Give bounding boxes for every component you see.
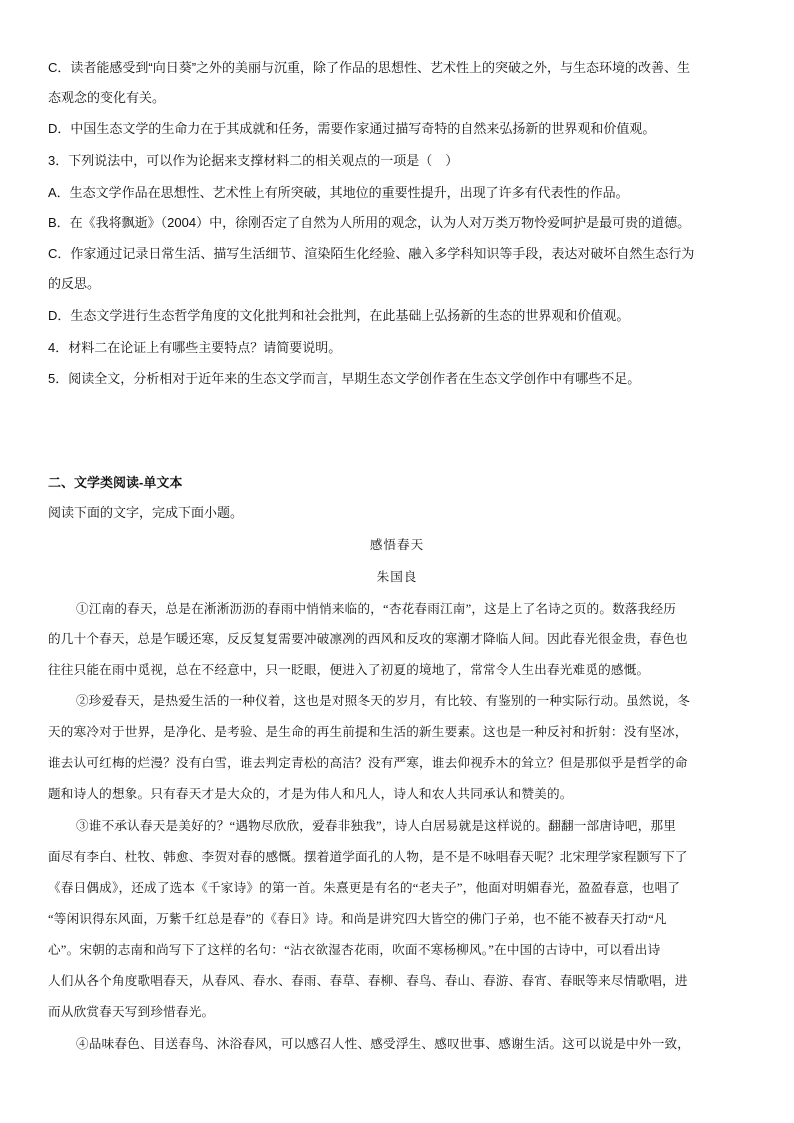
section-heading: 二、文学类阅读-单文本 [48, 475, 183, 490]
article-line: ③谁不承认春天是美好的？“遇物尽欣欣，爱春非独我”，诗人白居易就是这样说的。翻翻一部唐诗吧，那里 [76, 819, 677, 833]
article-line: ②珍爱春天，是热爱生活的一种仪着，这也是对照冬天的岁月，有比较、有鉴别的一种实际行动。虽然说，冬 [76, 694, 691, 708]
question-option-line: D．中国生态文学的生命力在于其成就和任务，需要作家通过描写奇特的自然来弘扬新的世界观和价值观。 [48, 121, 656, 136]
question-stem-line: 3．下列说法中，可以作为论据来支撑材料二的相关观点的一项是（ ） [48, 153, 459, 168]
article-line: ①江南的春天，总是在淅淅沥沥的春雨中悄悄来临的，“杏花春雨江南”，这是上了名诗之页的。数落我经历 [76, 602, 677, 616]
article-line: “等闲识得东风面，万紫千红总是春”的《春日》诗。和尚是讲究四大皆空的佛门子弟，也不能不被春天打动“凡 [48, 912, 667, 926]
question-stem-line: 5．阅读全文，分析相对于近年来的生态文学而言，早期生态文学创作者在生态文学创作中有哪些不足。 [48, 371, 641, 386]
article-line: 题和诗人的想象。只有春天才是大众的，才是为伟人和凡人，诗人和农人共同承认和赞美的。 [48, 787, 573, 801]
question-option-line: D．生态文学进行生态哲学角度的文化批判和社会批判，在此基础上弘扬新的生态的世界观和价值观。 [48, 308, 630, 323]
section-instruction: 阅读下面的文字，完成下面小题。 [48, 505, 244, 520]
article-line: 心”。宋朝的志南和尚写下了这样的名句：“沾衣欲湿杏花雨，吹面不寒杨柳风。”在中国的古诗中，可以看出诗 [48, 943, 661, 957]
question-option-line: B．在《我将飘逝》（2004）中，徐刚否定了自然为人所用的观念，认为人对万类万物怜爱呵护是最可贵的道德。 [48, 215, 691, 230]
article-line: 《春日偶成》，还成了选本《千家诗》的第一首。朱熹更是有名的“老夫子”，他面对明媚春光，盈盈春意，也唱了 [48, 881, 681, 895]
article-line: 天的寒冷对于世界，是净化、是考验、是生命的再生前提和生活的新生要素。这也是一种反衬和折射：没有坚冰， [48, 725, 688, 739]
article-line: ④品味春色、目送春鸟、沐浴春风，可以感召人性、感受浮生、感叹世事、感谢生活。这可以说是中外一致， [76, 1037, 691, 1051]
article-line: 谁去认可红梅的烂漫？没有白雪，谁去判定青松的高洁？没有严寒，谁去仰视乔木的耸立？但是那似乎是哲学的命 [48, 756, 688, 770]
article-title: 感悟春天 [369, 538, 425, 552]
article-line: 往往只能在雨中觅视，总在不经意中，只一眨眼，便进入了初夏的境地了，常常令人生出春光难觅的感慨。 [48, 663, 650, 677]
article-line: 的几十个春天，总是乍暖还寒，反反复复需要冲破凛冽的西风和反攻的寒潮才降临人间。因此春光很金贵，春色也 [48, 632, 688, 646]
question-option-line: C．作家通过记录日常生活、描写生活细节、渲染陌生化经验、融入多学科知识等手段，表达对破坏自然生态行为 [48, 246, 695, 261]
article-author: 朱国良 [376, 570, 418, 584]
question-option-line: A．生态文学作品在思想性、艺术性上有所突破，其地位的重要性提升，出现了许多有代表性的作品。 [48, 185, 629, 200]
question-option-line: C．读者能感受到“向日葵”之外的美丽与沉重，除了作品的思想性、艺术性上的突破之外，与生态环境的改善、生 [48, 60, 691, 75]
article-line: 人们从各个角度歌唱春天，从春风、春水、春雨、春草、春柳、春鸟、春山、春游、春宵、春眠等来尽情歌唱，进 [48, 974, 688, 988]
question-option-line: 态观念的变化有关。 [48, 90, 166, 105]
article-line: 面尽有李白、杜牧、韩愈、李贺对春的感慨。摆着道学面孔的人物，是不是不咏唱春天呢？北宋理学家程颢写下了 [48, 850, 688, 864]
article-line: 而从欣赏春天写到珍惜春光。 [48, 1005, 215, 1019]
question-stem-line: 4．材料二在论证上有哪些主要特点？请简要说明。 [48, 340, 342, 355]
question-option-line: 的反思。 [48, 276, 101, 291]
